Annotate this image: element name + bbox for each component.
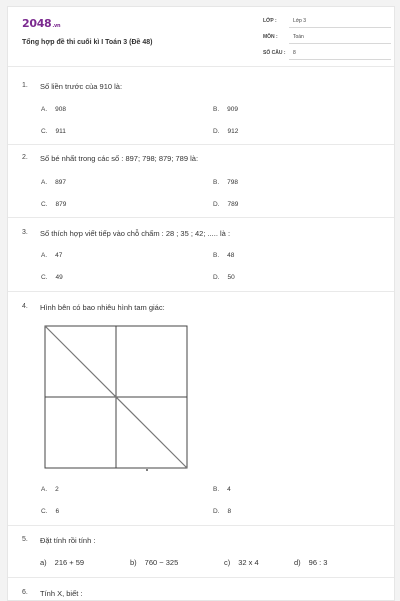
question-text: Đặt tính rồi tính : [40,536,96,545]
calc-d: d) 96 : 3 [294,558,328,567]
option-c[interactable]: C. 879 [41,201,67,208]
question-number: 3. [22,229,28,236]
question-number: 5. [22,536,28,543]
document-header [7,6,395,67]
exam-paper [7,66,395,601]
option-d[interactable]: D. 8 [213,508,232,515]
option-d[interactable]: D. 50 [213,274,235,281]
option-a[interactable]: A. 908 [41,106,67,113]
figure-dot [146,469,148,471]
option-d[interactable]: D. 912 [213,128,239,135]
question-text: Số bé nhất trong các số : 897; 798; 879; 789 là: [40,154,199,163]
option-b[interactable]: B. 909 [213,106,239,113]
option-d[interactable]: D. 789 [213,201,239,208]
meta-subject: MÔN : Toán [263,33,391,45]
triangle-figure [43,324,191,474]
option-a[interactable]: A. 897 [41,179,67,186]
meta-grade: LỚP : Lớp 3 [263,17,391,29]
calc-c: c) 32 x 4 [224,558,259,567]
question-text: Hình bên có bao nhiêu hình tam giác: [40,303,165,312]
option-a[interactable]: A. 2 [41,486,59,493]
option-c[interactable]: C. 6 [41,508,60,515]
question-text: Số liền trước của 910 là: [40,82,123,91]
option-b[interactable]: B. 4 [213,486,231,493]
option-c[interactable]: C. 911 [41,128,66,135]
question-number: 1. [22,82,28,89]
meta-question-count: SỐ CÂU : 8 [263,49,391,61]
site-logo[interactable]: 2048.vn [22,17,61,30]
calc-a: a) 216 + 59 [40,558,85,567]
calc-b: b) 760 − 325 [130,558,179,567]
question-text: Số thích hợp viết tiếp vào chỗ chấm : 28 ; 35 ; 42; ..... là : [40,229,231,238]
document-title: Tổng hợp đề thi cuối kì I Toán 3 (Đề 48) [22,39,153,46]
question-text: Tính X, biết : [40,589,83,598]
option-a[interactable]: A. 47 [41,252,63,259]
question-number: 6. [22,589,28,596]
option-b[interactable]: B. 798 [213,179,239,186]
option-c[interactable]: C. 49 [41,274,63,281]
question-number: 2. [22,154,28,161]
question-number: 4. [22,303,28,310]
option-b[interactable]: B. 48 [213,252,235,259]
